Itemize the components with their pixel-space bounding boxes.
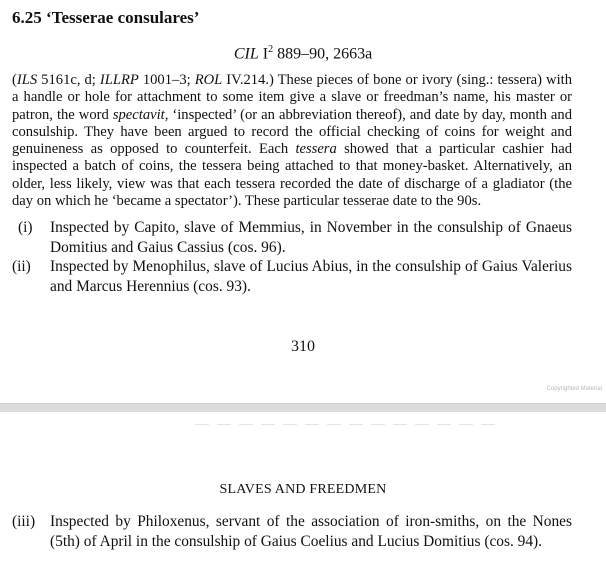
item-text: Inspected by Philoxenus, servant of the association of iron-smiths, on the Nones (5th) of April in the consulship of Gaius Coelius and Lucius Domitius (cos. 94).: [50, 513, 572, 550]
page-number: 310: [291, 338, 315, 355]
item-number: (iii): [12, 513, 36, 530]
term-tessera: tessera: [295, 141, 337, 158]
intro-open-paren: (: [12, 72, 17, 88]
citation-edition: 2: [268, 44, 274, 55]
item-number: (ii): [12, 258, 31, 275]
intro-text-3: showed that a particular cashier had inspected a batch of coins, the tessera being attached to that money-basket. Alternatively, an older, less likely, view was that each tessera recorded the date of discharge of a gladiator (the day on which he ‘became a spectator’). These particular tesserae date to the 90s.: [12, 141, 572, 210]
inscription-list: [12, 218, 572, 296]
item-number: (i): [18, 219, 33, 236]
page-311: [0, 412, 606, 568]
inscription-list-continued: [12, 512, 572, 551]
intro-text-2: , ‘inspected’ (or an abbreviation thereof), and date by day, month and consulship. They have been argued to record the official checking of coins for weight and genuineness as opposed to counterfeit. Each: [12, 106, 573, 158]
intro-text-1: IV.214.) These pieces of bone or ivory (sing.: tessera) with a handle or hole for attachment to some item give a slave or freedman’s name, his master or patron, the word: [12, 72, 572, 123]
item-text: Inspected by Capito, slave of Memmius, in November in the consulship of Gnaeus Domitius and Gaius Cassius (cos. 96).: [50, 219, 572, 256]
section-heading: 6.25 ‘Tesserae consulares’: [12, 8, 200, 27]
ref-ils-numbers: 5161c, d;: [37, 72, 100, 88]
citation-corpus: CIL: [233, 45, 259, 63]
intro-paragraph: [12, 72, 572, 210]
ref-illrp: ILLRP: [99, 72, 139, 88]
item-text: Inspected by Menophilus, slave of Lucius Abius, in the consulship of Gaius Valerius and Marcus Herennius (cos. 93).: [50, 258, 572, 295]
list-item: [12, 512, 572, 551]
citation-numbers: 889–90, 2663a: [273, 45, 373, 63]
ref-illrp-numbers: 1001–3;: [138, 72, 195, 88]
list-item: [12, 257, 572, 296]
citation-volume: I: [258, 45, 269, 63]
ref-rol: ROL: [194, 72, 223, 88]
copyright-watermark: Copyrighted Material: [546, 386, 602, 392]
faint-header-rule: [195, 424, 495, 425]
inscription-citation: [0, 44, 606, 63]
ref-ils: ILS: [16, 72, 38, 88]
running-head: SLAVES AND FREEDMEN: [219, 482, 387, 497]
term-spectavit: spectavit: [112, 106, 165, 123]
list-item: [12, 218, 572, 257]
